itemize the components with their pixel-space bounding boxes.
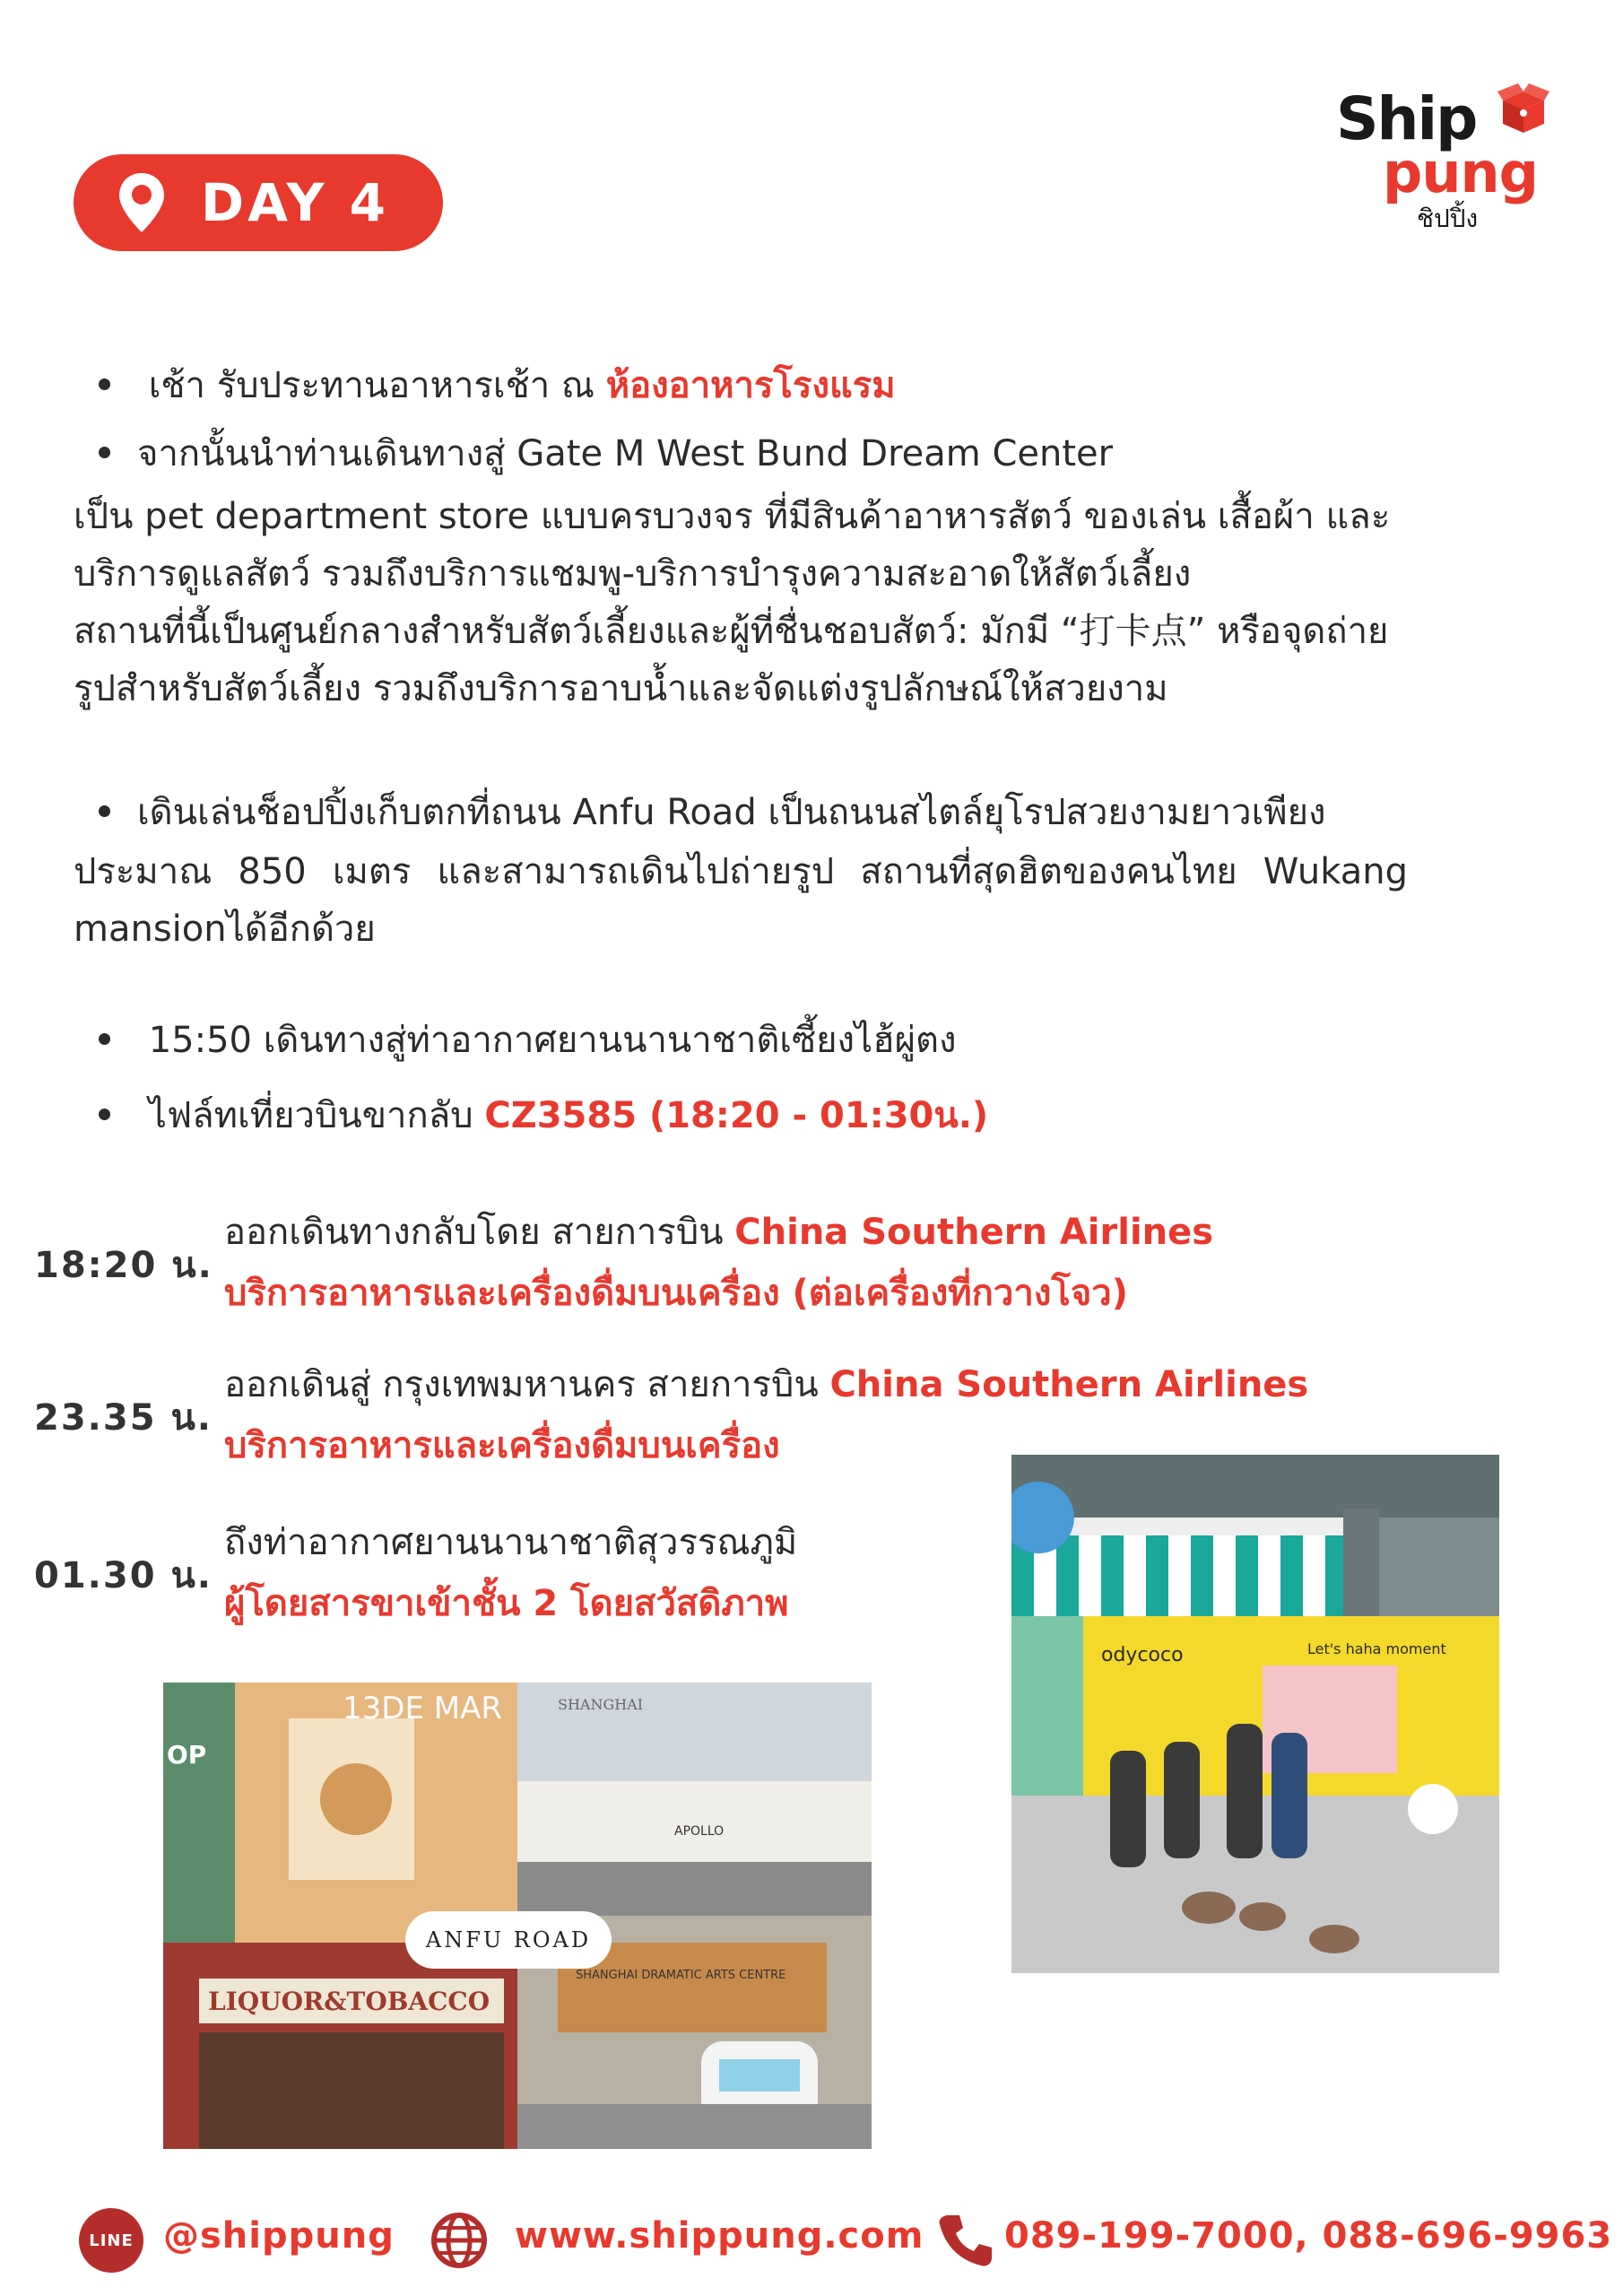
day-label: DAY 4 (201, 172, 390, 233)
apollo-sign: APOLLO (674, 1824, 725, 1839)
activity-anfu-road: เดินเล่นช็อปปิ้งเก็บตกที่ถนน Anfu Road เป็นถนนสไตล์ยุโรปสวยงามยาวเพียง (99, 784, 1326, 841)
schedule-time: 01.30 น. (34, 1555, 213, 1596)
dramatic-arts-sign: SHANGHAI DRAMATIC ARTS CENTRE (576, 1969, 786, 1982)
activity-gate-m: จากนั้นนำท่านเดินทางสู่ Gate M West Bund Dream Center (99, 425, 1113, 483)
anfu-road-label: ANFU ROAD (405, 1911, 612, 1969)
schedule-time: 18:20 น. (34, 1245, 213, 1286)
activity-breakfast-text: เช้า รับประทานอาหารเช้า ณ (148, 365, 606, 406)
globe-icon (427, 2208, 491, 2273)
schedule-service: บริการอาหารและเครื่องดื่มบนเครื่อง (ต่อเครื่องที่กวางโจว) (224, 1273, 1129, 1314)
schedule-text: ออกเดินทางกลับโดย สายการบิน (224, 1212, 735, 1253)
flight-text: ไฟล์ทเที่ยวบินขากลับ (148, 1095, 485, 1136)
map-pin-icon (117, 171, 167, 234)
phone-icon (933, 2208, 997, 2273)
gift-box-icon (1496, 81, 1551, 136)
day-badge (74, 154, 443, 251)
gate-m-desc-1: เป็น pet department store แบบครบวงจร ที่มีสินค้าอาหารสัตว์ ของเล่น เสื้อผ้า และ (74, 496, 1391, 537)
logo-ship-text: Ship (1336, 84, 1477, 153)
anfu-road-collage (163, 1683, 872, 2149)
line-handle[interactable]: @shippung (163, 2215, 395, 2257)
schedule-airline: China Southern Airlines (829, 1364, 1309, 1405)
op-sign: OP (167, 1740, 207, 1770)
13de-sign: 13DE MAR (343, 1691, 502, 1726)
flight-highlight: CZ3585 (18:20 - 01:30น.) (484, 1095, 989, 1136)
website-link[interactable]: www.shippung.com (515, 2215, 924, 2257)
activity-breakfast-highlight: ห้องอาหารโรงแรม (605, 365, 896, 406)
bodycoco-sign: odycoco (1101, 1644, 1184, 1666)
haha-sign: Let's haha moment (1307, 1640, 1446, 1657)
schedule-line (224, 1202, 1213, 1263)
anfu-road-desc-2: mansionได้อีกด้วย (74, 909, 376, 950)
schedule-time: 23.35 น. (34, 1397, 213, 1439)
shanghai-sign: SHANGHAI (558, 1696, 644, 1713)
schedule-line: ถึงท่าอากาศยานนานาชาติสุวรรณภูมิ (224, 1522, 798, 1563)
line-icon-label: LINE (89, 2231, 134, 2250)
activity-breakfast (99, 357, 896, 414)
schedule-line (224, 1354, 1308, 1415)
gate-m-desc-2: บริการดูแลสัตว์ รวมถึงบริการแชมพู-บริการบำรุงความสะอาดให้สัตว์เลี้ยง (74, 553, 1192, 595)
schedule-text: ออกเดินสู่ กรุงเทพมหานคร สายการบิน (224, 1364, 830, 1405)
liquor-sign: LIQUOR&TOBACCO (208, 1987, 490, 2016)
pet-store-photo (1011, 1455, 1499, 1973)
schedule-airline: China Southern Airlines (734, 1212, 1214, 1253)
phone-numbers[interactable]: 089-199-7000, 088-696-9963 (1004, 2215, 1613, 2257)
activity-flight (99, 1087, 988, 1144)
schedule-service: บริการอาหารและเครื่องดื่มบนเครื่อง (224, 1425, 780, 1466)
logo-pung-text: pung (1383, 140, 1539, 205)
shippung-logo (1336, 81, 1551, 233)
activity-airport: 15:50 เดินทางสู่ท่าอากาศยานนานาชาติเซี้ยงไฮ้ผู่ตง (99, 1012, 957, 1069)
gate-m-desc-4: รูปสำหรับสัตว์เลี้ยง รวมถึงบริการอาบน้ำและจัดแต่งรูปลักษณ์ให้สวยงาม (74, 668, 1168, 709)
logo-thai-text: ชิปปิ้ง (1417, 204, 1479, 233)
line-icon[interactable] (79, 2208, 143, 2273)
anfu-road-desc-1: ประมาณ 850 เมตร และสามารถเดินไปถ่ายรูป สถานที่สุดฮิตของคนไทย Wukang (74, 851, 1408, 892)
schedule-arrival: ผู้โดยสารขาเข้าชั้น 2 โดยสวัสดิภาพ (224, 1583, 789, 1624)
gate-m-desc-3: สถานที่นี้เป็นศูนย์กลางสำหรับสัตว์เลี้ยงและผู้ที่ชื่นชอบสัตว์: มักมี “打卡点” หรือจุดถ่าย (74, 611, 1389, 652)
